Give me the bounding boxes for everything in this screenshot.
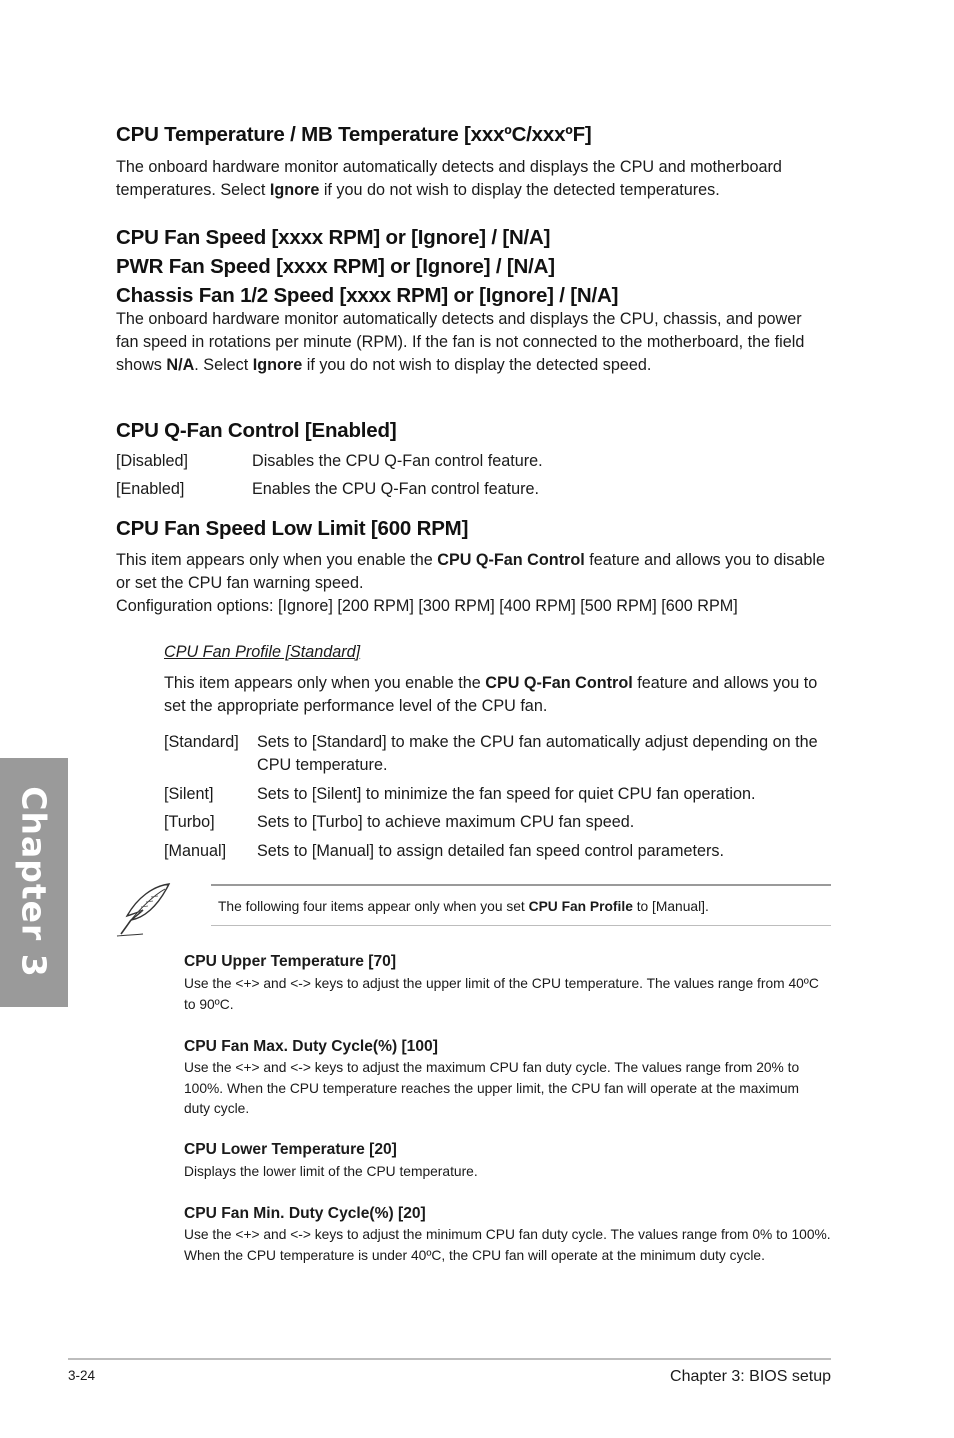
fan-heading-chassis: Chassis Fan 1/2 Speed [xxxx RPM] or [Ignore] / [N/A] [116,284,619,307]
fan-heading-cpu: CPU Fan Speed [xxxx RPM] or [Ignore] / [N/A] [116,226,551,249]
profile-option-turbo [164,811,834,834]
profile-heading: CPU Fan Profile [Standard] [164,643,361,661]
manual-item-text: Use the <+> and <-> keys to adjust the minimum CPU fan duty cycle. The values range from 0% to 100%. When the CPU temperature is under 40ºC, the CPU fan will operate at the minimum duty cycle. [184,1227,831,1263]
option-desc: Sets to [Standard] to make the CPU fan automatically adjust depending on the CPU temperature. [257,733,818,774]
option-desc: Sets to [Silent] to minimize the fan speed for quiet CPU fan operation. [257,785,756,803]
lowlimit-heading: CPU Fan Speed Low Limit [600 RPM] [116,517,469,540]
page-number: 3-24 [68,1368,96,1383]
temp-text: The onboard hardware monitor automatically detects and displays the CPU and motherboard temperatures. Select Ignore if you do not wish to display the detected temperatures. [116,158,782,199]
footer-chapter-label: Chapter 3: BIOS setup [670,1368,831,1385]
note-text: The following four items appear only when you set CPU Fan Profile to [Manual]. [218,899,709,914]
fan-text: The onboard hardware monitor automatically detects and displays the CPU, chassis, and power fan speed in rotations per minute (RPM). If the fan is not connected to the motherboard, the field shows N/A. Select Ignore if you do not wish to display the detected speed. [116,310,805,374]
manual-item-heading: CPU Upper Temperature [70] [184,953,397,970]
manual-item-text: Use the <+> and <-> keys to adjust the upper limit of the CPU temperature. The values range from 40ºC to 90ºC. [184,976,819,1012]
manual-item-heading: CPU Fan Max. Duty Cycle(%) [100] [184,1038,438,1055]
option-desc: Disables the CPU Q-Fan control feature. [252,452,543,470]
profile-option-standard [164,731,834,777]
footer-rule [68,1358,831,1360]
qfan-option-disabled [116,450,816,473]
lowlimit-config: Configuration options: [Ignore] [200 RPM] [300 RPM] [400 RPM] [500 RPM] [600 RPM] [116,597,738,615]
manual-item-heading: CPU Lower Temperature [20] [184,1141,397,1158]
option-key: [Disabled] [116,452,188,470]
profile-option-silent [164,783,834,806]
profile-text: This item appears only when you enable the CPU Q-Fan Control feature and allows you to set the appropriate performance level of the CPU fan. [164,674,818,715]
manual-item-text: Use the <+> and <-> keys to adjust the maximum CPU fan duty cycle. The values range from 20% to 100%. When the CPU temperature reaches the upper limit, the CPU fan will operate at the maximum duty cycle. [184,1060,800,1116]
option-key: [Manual] [164,842,227,860]
option-desc: Sets to [Turbo] to achieve maximum CPU fan speed. [257,813,635,831]
option-desc: Enables the CPU Q-Fan control feature. [252,480,540,498]
chapter-tab-label: Chapter 3 [14,786,54,978]
note-top-rule [211,884,831,886]
option-key: [Turbo] [164,813,215,831]
option-desc: Sets to [Manual] to assign detailed fan speed control parameters. [257,842,725,860]
option-key: [Silent] [164,785,214,803]
manual-item-text: Displays the lower limit of the CPU temperature. [184,1164,478,1179]
qfan-heading: CPU Q-Fan Control [Enabled] [116,419,397,442]
profile-option-manual [164,840,834,863]
option-key: [Standard] [164,733,239,751]
fan-heading-pwr: PWR Fan Speed [xxxx RPM] or [Ignore] / [N/A] [116,255,555,278]
temp-heading: CPU Temperature / MB Temperature [xxxºC/xxxºF] [116,123,592,146]
lowlimit-text: This item appears only when you enable the CPU Q-Fan Control feature and allows you to disable or set the CPU fan warning speed. [116,551,826,592]
manual-item-heading: CPU Fan Min. Duty Cycle(%) [20] [184,1205,426,1222]
qfan-option-enabled [116,478,816,501]
note-bottom-rule [211,925,831,926]
feather-pen-icon [113,880,173,940]
option-key: [Enabled] [116,480,185,498]
